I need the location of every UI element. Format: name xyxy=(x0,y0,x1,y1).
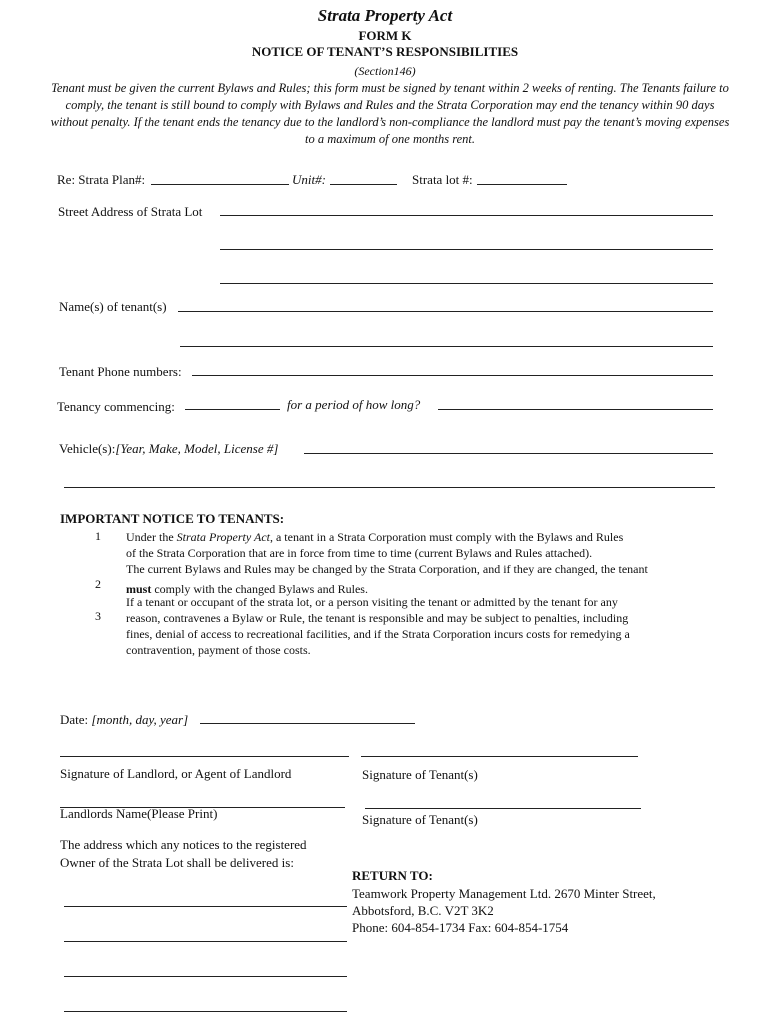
notice-number-2: 2 xyxy=(95,577,101,591)
vehicles-hint: [Year, Make, Model, License #] xyxy=(115,441,279,456)
strata-lot-field[interactable] xyxy=(477,184,567,185)
landlord-name-label: Landlords Name(Please Print) xyxy=(60,806,218,821)
date-field[interactable] xyxy=(200,723,415,724)
notice-item-1-act: Strata Property Act xyxy=(176,530,270,544)
tenant-signature-label-2: Signature of Tenant(s) xyxy=(362,812,478,827)
tenant-signature-label-1: Signature of Tenant(s) xyxy=(362,767,478,782)
landlord-signature-field[interactable] xyxy=(60,756,349,757)
street-address-field-1[interactable] xyxy=(220,215,713,216)
return-to-line-1: Teamwork Property Management Ltd. 2670 Minter Street, xyxy=(352,886,656,901)
notice-item-1-line-2: of the Strata Corporation that are in force from time to time (current Bylaws and Rules attached). xyxy=(126,546,593,560)
form-letter: K xyxy=(401,28,412,43)
section-reference: (Section146) xyxy=(354,64,416,78)
notice-address-field-1[interactable] xyxy=(64,906,347,907)
notice-item-2-line-1: The current Bylaws and Rules may be changed by the Strata Corporation, and if they are changed, the tenant xyxy=(126,562,648,576)
tenant-names-field-1[interactable] xyxy=(178,311,713,312)
notice-address-field-2[interactable] xyxy=(64,941,347,942)
date-hint: [month, day, year] xyxy=(91,712,189,727)
notice-item-2-rest: comply with the changed Bylaws and Rules. xyxy=(151,582,368,596)
notice-item-1 xyxy=(126,529,726,561)
notice-item-1-post: , a tenant in a Strata Corporation must comply with the Bylaws and Rules xyxy=(269,530,624,544)
address-notice-line-1: The address which any notices to the registered xyxy=(60,837,307,852)
vehicles-field-2[interactable] xyxy=(64,487,715,488)
form-heading: NOTICE OF TENANT’S RESPONSIBILITIES xyxy=(251,44,519,59)
notice-item-2 xyxy=(126,561,726,597)
notice-item-1-line-1 xyxy=(126,529,726,545)
unit-field[interactable] xyxy=(330,184,397,185)
notice-number-3: 3 xyxy=(95,609,101,623)
form-title: Strata Property Act xyxy=(317,6,453,25)
notice-item-1-pre: Under the xyxy=(126,530,177,544)
street-address-label: Street Address of Strata Lot xyxy=(58,204,203,219)
street-address-field-2[interactable] xyxy=(220,249,713,250)
notice-item-3-line-4: contravention, payment of those costs. xyxy=(126,643,311,657)
date-label xyxy=(60,712,188,728)
form-word: FORM xyxy=(358,28,399,43)
tenancy-commencing-field[interactable] xyxy=(185,409,280,410)
notice-item-3 xyxy=(126,594,726,658)
strata-lot-label: Strata lot #: xyxy=(412,172,473,187)
return-to-heading: RETURN TO: xyxy=(352,868,433,883)
tenant-signature-field-1[interactable] xyxy=(361,756,638,757)
tenant-signature-field-2[interactable] xyxy=(365,808,641,809)
notice-item-3-line-1: If a tenant or occupant of the strata lot, or a person visiting the tenant or admitted by the tenant for any xyxy=(126,595,618,609)
notice-number-1: 1 xyxy=(95,529,101,543)
vehicles-field-1[interactable] xyxy=(304,453,713,454)
notice-address-field-3[interactable] xyxy=(64,976,347,977)
tenant-phone-label: Tenant Phone numbers: xyxy=(59,364,182,379)
notice-heading: IMPORTANT NOTICE TO TENANTS: xyxy=(60,511,285,526)
tenant-phone-field[interactable] xyxy=(192,375,713,376)
intro-paragraph: Tenant must be given the current Bylaws and Rules; this form must be signed by tenant within 2 weeks of renting. The Tenants failure to comply, the tenant is still bound to comply with Bylaws and Rules and the Strata Corporation may end the tenancy within 90 days without penalty. If the tenant ends the tenancy due to the landlord’s non-compliance the landlord must pay the tenant’s moving expenses to a maximum of one months rent. xyxy=(50,81,730,146)
tenant-names-label: Name(s) of tenant(s) xyxy=(59,299,167,314)
notice-item-3-line-3: fines, denial of access to recreational facilities, and if the Strata Corporation incurs costs for remedying a xyxy=(126,627,630,641)
tenant-names-field-2[interactable] xyxy=(180,346,713,347)
date-label-text: Date: xyxy=(60,712,92,727)
return-to-line-3: Phone: 604-854-1734 Fax: 604-854-1754 xyxy=(352,920,569,935)
unit-label: Unit#: xyxy=(292,172,326,187)
strata-plan-field[interactable] xyxy=(151,184,289,185)
landlord-signature-label: Signature of Landlord, or Agent of Landlord xyxy=(60,766,292,781)
address-notice-line-2: Owner of the Strata Lot shall be delivered is: xyxy=(60,855,294,870)
street-address-field-3[interactable] xyxy=(220,283,713,284)
tenancy-commencing-label: Tenancy commencing: xyxy=(57,399,175,414)
tenancy-period-field[interactable] xyxy=(438,409,713,410)
form-number xyxy=(0,28,770,44)
strata-plan-label: Re: Strata Plan#: xyxy=(57,172,146,187)
notice-item-2-must: must xyxy=(126,582,152,596)
vehicles-label xyxy=(59,441,278,457)
return-to-line-2: Abbotsford, B.C. V2T 3K2 xyxy=(352,903,494,918)
notice-address-field-4[interactable] xyxy=(64,1011,347,1012)
vehicles-label-text: Vehicle(s): xyxy=(59,441,116,456)
notice-item-3-line-2: reason, contravenes a Bylaw or Rule, the tenant is responsible and may be subject to penalties, including xyxy=(126,611,629,625)
tenancy-period-label: for a period of how long? xyxy=(287,397,421,412)
